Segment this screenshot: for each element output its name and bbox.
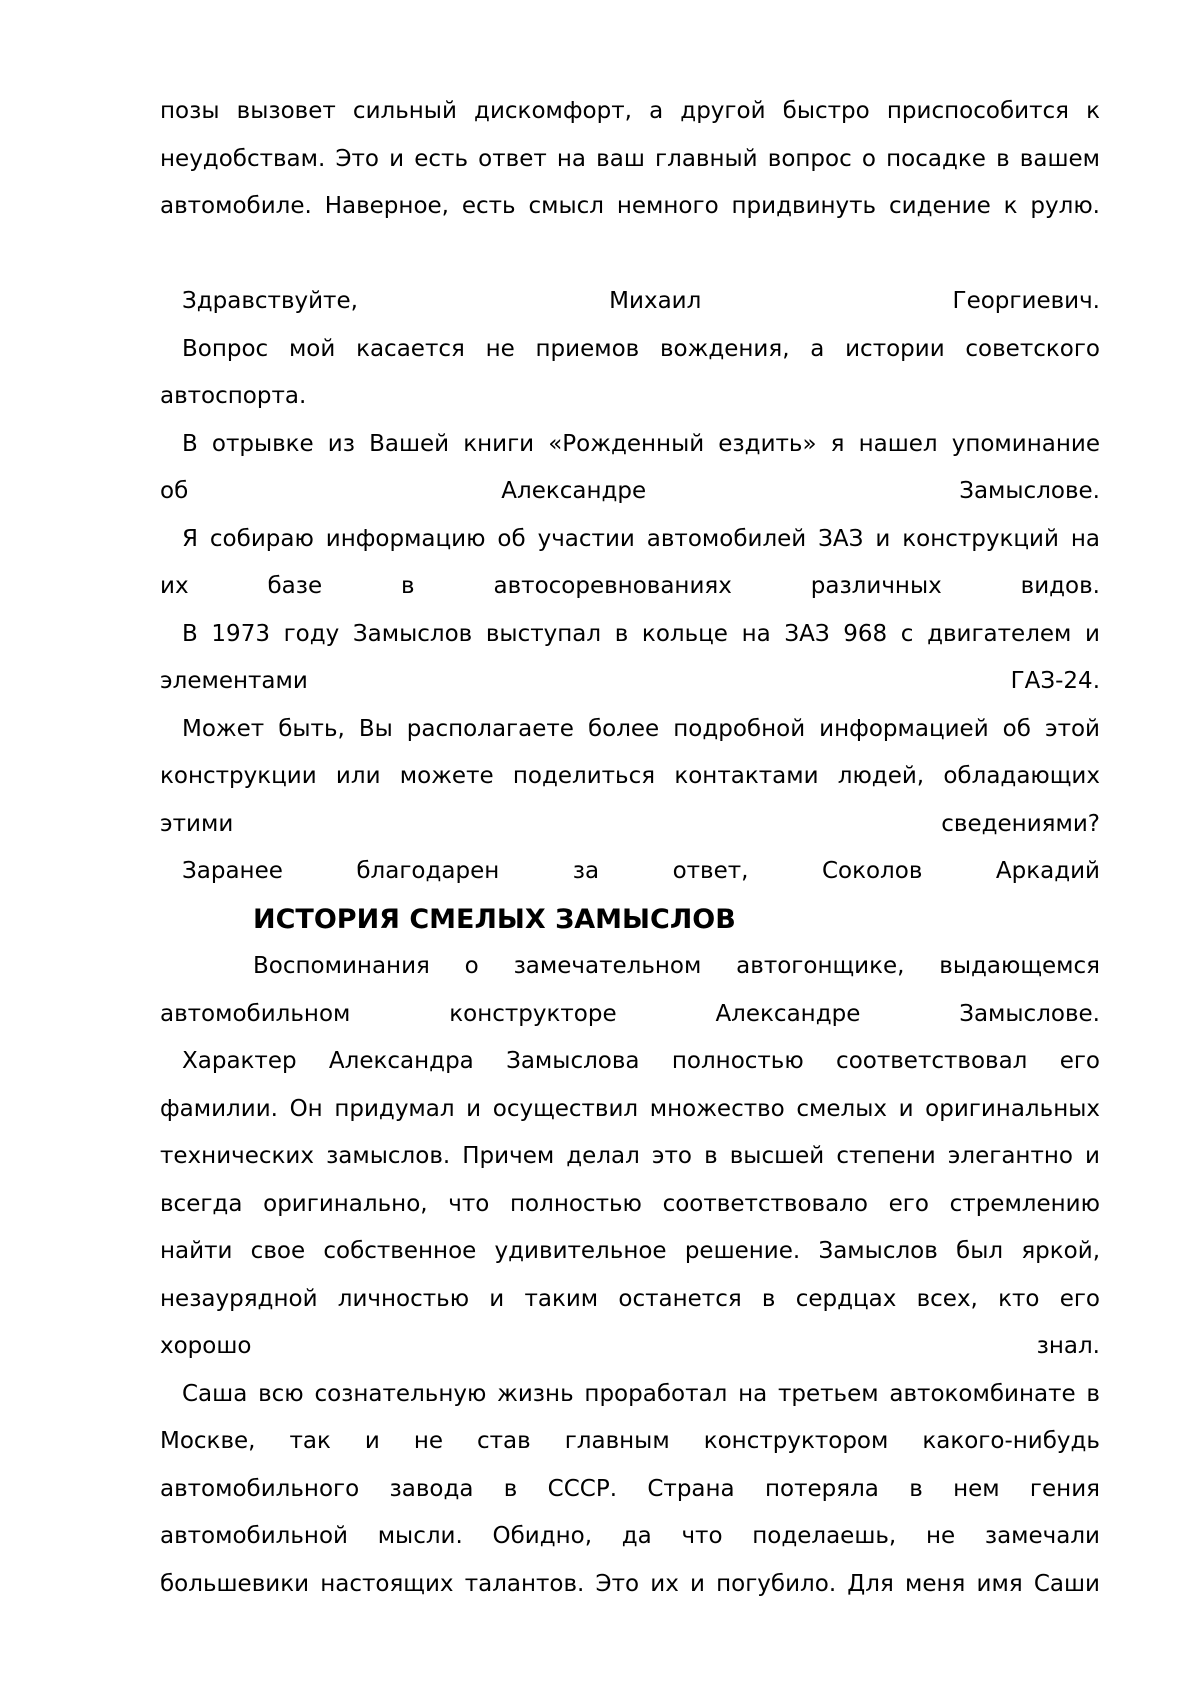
text-line: Может быть, Вы располагаете более подробной информацией об этой [182, 715, 1100, 742]
text-line: найти свое собственное удивительное решение. Замыслов был яркой, [160, 1238, 1100, 1264]
text-line: Саша всю сознательную жизнь проработал на третьем автокомбинате в [182, 1380, 1100, 1407]
text-line: конструкции или можете поделиться контактами людей, обладающих [160, 763, 1100, 789]
text-line: всегда оригинально, что полностью соответствовало его стремлению [160, 1190, 1100, 1217]
section-heading-text: ИСТОРИЯ СМЕЛЫХ ЗАМЫСЛОВ [253, 903, 736, 935]
text-line: автомобильного завода в СССР. Страна потеряла в нем гения [160, 1475, 1100, 1502]
text-line: позы вызовет сильный дискомфорт, а другой быстро приспособится к [160, 98, 1100, 124]
text-line: Я собираю информацию об участии автомобилей ЗАЗ и конструкций на [182, 525, 1100, 552]
paragraph [160, 1371, 1100, 1609]
text-line: В 1973 году Замыслов выступал в кольце на ЗАЗ 968 с двигателем и [182, 620, 1100, 647]
paragraph [160, 421, 1100, 516]
paragraph [160, 1038, 1100, 1371]
text-line: об Александре Замыслове. [160, 478, 1100, 504]
text-line: автоспорта. [160, 383, 307, 409]
text-line: Здравствуйте, Михаил Георгиевич. [182, 288, 1100, 314]
paragraph [160, 326, 1100, 421]
text-line: технических замыслов. Причем делал это в высшей степени элегантно и [160, 1143, 1100, 1169]
text-line: неудобствам. Это и есть ответ на ваш главный вопрос о посадке в вашем [160, 145, 1100, 172]
paragraph [160, 848, 1100, 896]
text-line: Характер Александра Замыслова полностью соответствовал его [182, 1048, 1100, 1074]
text-line: автомобильном конструкторе Александре Замыслове. [160, 1000, 1100, 1027]
paragraph [160, 278, 1100, 326]
paragraph [160, 88, 1100, 231]
text-line: хорошо знал. [160, 1333, 1100, 1359]
blank-line [160, 231, 1100, 279]
text-line: элементами ГАЗ-24. [160, 668, 1100, 694]
text-line: их базе в автосоревнованиях различных видов. [160, 573, 1100, 599]
paragraph [160, 706, 1100, 849]
text-line: незаурядной личностью и таким останется в сердцах всех, кто его [160, 1285, 1100, 1312]
text-line: В отрывке из Вашей книги «Рожденный ездить» я нашел упоминание [182, 430, 1100, 457]
text-line: автомобильной мысли. Обидно, да что поделаешь, не замечали [160, 1523, 1100, 1549]
paragraph [160, 611, 1100, 706]
text-line: Москве, так и не став главным конструктором какого-нибудь [160, 1428, 1100, 1454]
text-line: этими сведениями? [160, 810, 1100, 837]
text-line: Вопрос мой касается не приемов вождения, а истории советского [182, 335, 1100, 362]
paragraph [160, 943, 1100, 1038]
text-line: Заранее благодарен за ответ, Соколов Аркадий [182, 858, 1100, 884]
section-heading [160, 896, 1100, 944]
text-line: Воспоминания о замечательном автогонщике, выдающемся [253, 953, 1100, 979]
text-line: автомобиле. Наверное, есть смысл немного придвинуть сидение к рулю. [160, 193, 1100, 219]
paragraph [160, 516, 1100, 611]
text-line: фамилии. Он придумал и осуществил множество смелых и оригинальных [160, 1095, 1100, 1122]
text-line: большевики настоящих талантов. Это их и погубило. Для меня имя Саши [160, 1570, 1100, 1597]
